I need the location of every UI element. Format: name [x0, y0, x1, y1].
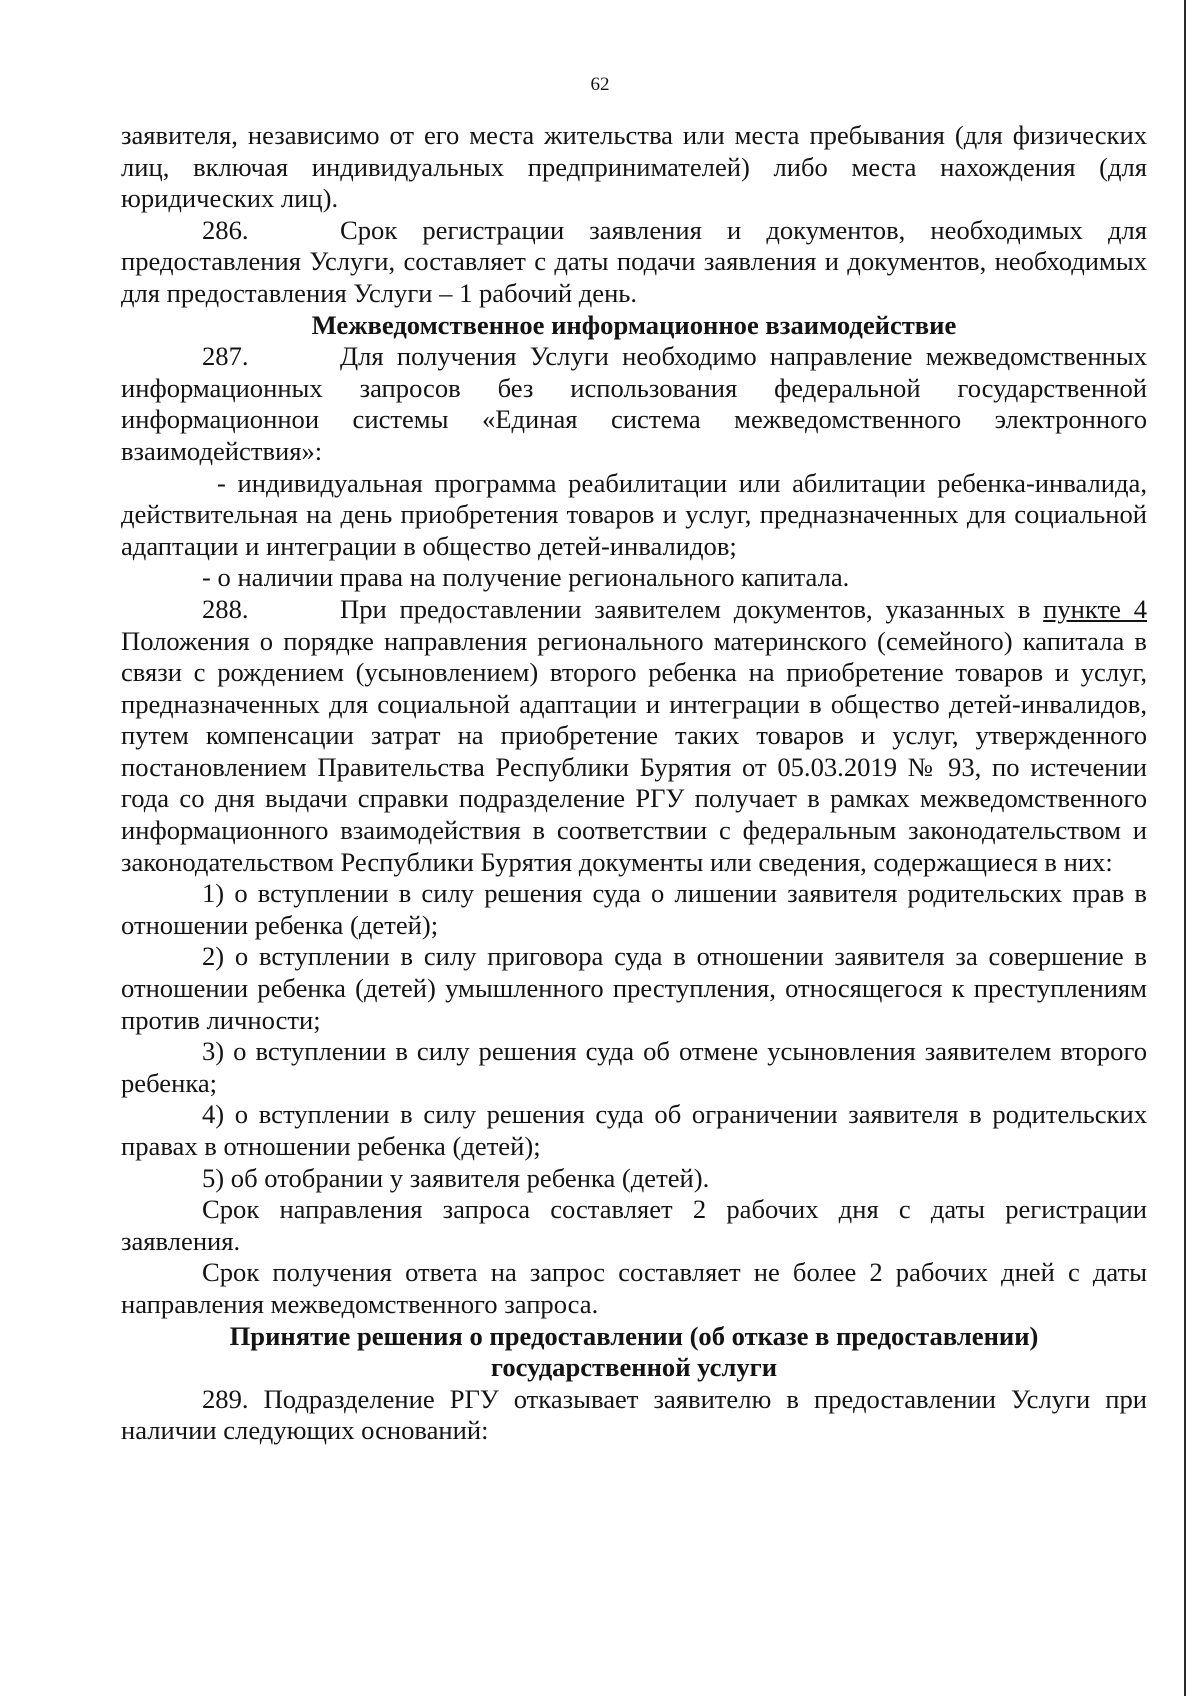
paragraph-number: 288.: [202, 593, 249, 624]
paragraph-text: Срок регистрации заявления и документов, необходимых для предоставления Услуги, составляет с даты подачи заявления и документов, необходимых для предоставления Услуги – 1 рабочий день.: [121, 214, 1147, 308]
paragraph-number: 287.: [202, 341, 249, 372]
section-heading-decision: [121, 1321, 1147, 1384]
section-heading-interagency: Межведомственное информационное взаимодействие: [311, 309, 957, 340]
paragraph-number: 289.: [202, 1383, 249, 1414]
paragraph-288: [121, 594, 1147, 878]
page-edge-line: [1184, 0, 1186, 1696]
paragraph-text: При предоставлении заявителем документов, указанных в: [340, 593, 1044, 624]
paragraph-response-term: Срок получения ответа на запрос составляет не более 2 рабочих дней с даты направления межведомственного запроса.: [121, 1257, 1147, 1319]
paragraph-number: 286.: [202, 214, 249, 245]
clause-link[interactable]: пункте 4: [1043, 593, 1147, 624]
paragraph-request-term: Срок направления запроса составляет 2 рабочих дня с даты регистрации заявления.: [121, 1194, 1147, 1256]
paragraph-286: [121, 215, 1147, 310]
list-item-regional-capital: - о наличии права на получение регионального капитала.: [202, 562, 850, 593]
list-item-1: 1) о вступлении в силу решения суда о лишении заявителя родительских прав в отношении ребенка (детей);: [121, 878, 1147, 940]
list-item-3: 3) о вступлении в силу решения суда об отмене усыновления заявителем второго ребенка;: [121, 1036, 1147, 1098]
list-item-4: 4) о вступлении в силу решения суда об ограничении заявителя в родительских правах в отношении ребенка (детей);: [121, 1099, 1147, 1161]
page-number: 62: [590, 74, 610, 95]
paragraph-text-cont: Положения о порядке направления регионального материнского (семейного) капитала в связи с рождением (усыновлением) второго ребенка на приобретение товаров и услуг, предназначенных для социальной адаптации и интеграции в общество детей-инвалидов, путем компенсации затрат на приобретение таких товаров и услуг, утвержденного постановлением Правительства Республики Бурятия от 05.03.2019 № 93, по истечении года со дня выдачи справки подразделение РГУ получает в рамках межведомственного информационного взаимодействия в соответствии с федеральным законодательством и законодательством Республики Бурятия документы или сведения, содержащиеся в них:: [121, 625, 1147, 877]
list-item-rehab-program: - индивидуальная программа реабилитации или абилитации ребенка-инвалида, действительная на день приобретения товаров и услуг, предназначенных для социальной адаптации и интеграции в общество детей-инвалидов;: [121, 467, 1147, 561]
paragraph-287: [121, 341, 1147, 467]
list-item-5: 5) об отобрании у заявителя ребенка (детей).: [202, 1162, 710, 1193]
paragraph-text: Для получения Услуги необходимо направление межведомственных информационных запросов без использования федеральной государственной информационнои системы «Единая система межведомственного электронного взаимодействия»:: [121, 341, 1147, 466]
heading-line-2: государственной услуги: [490, 1352, 778, 1383]
paragraph-continuation: заявителя, независимо от его места жительства или места пребывания (для физических лиц, включая индивидуальных предпринимателей) либо места нахождения (для юридических лиц).: [121, 120, 1147, 214]
paragraph-289: [121, 1384, 1147, 1447]
heading-line-1: Принятие решения о предоставлении (об отказе в предоставлении): [229, 1320, 1039, 1351]
list-item-2: 2) о вступлении в силу приговора суда в отношении заявителя за совершение в отношении ребенка (детей) умышленного преступления, относящегося к преступлениям против личности;: [121, 941, 1147, 1035]
paragraph-text: Подразделение РГУ отказывает заявителю в предоставлении Услуги при наличии следующих оснований:: [121, 1383, 1147, 1446]
document-body: [121, 120, 1147, 1447]
